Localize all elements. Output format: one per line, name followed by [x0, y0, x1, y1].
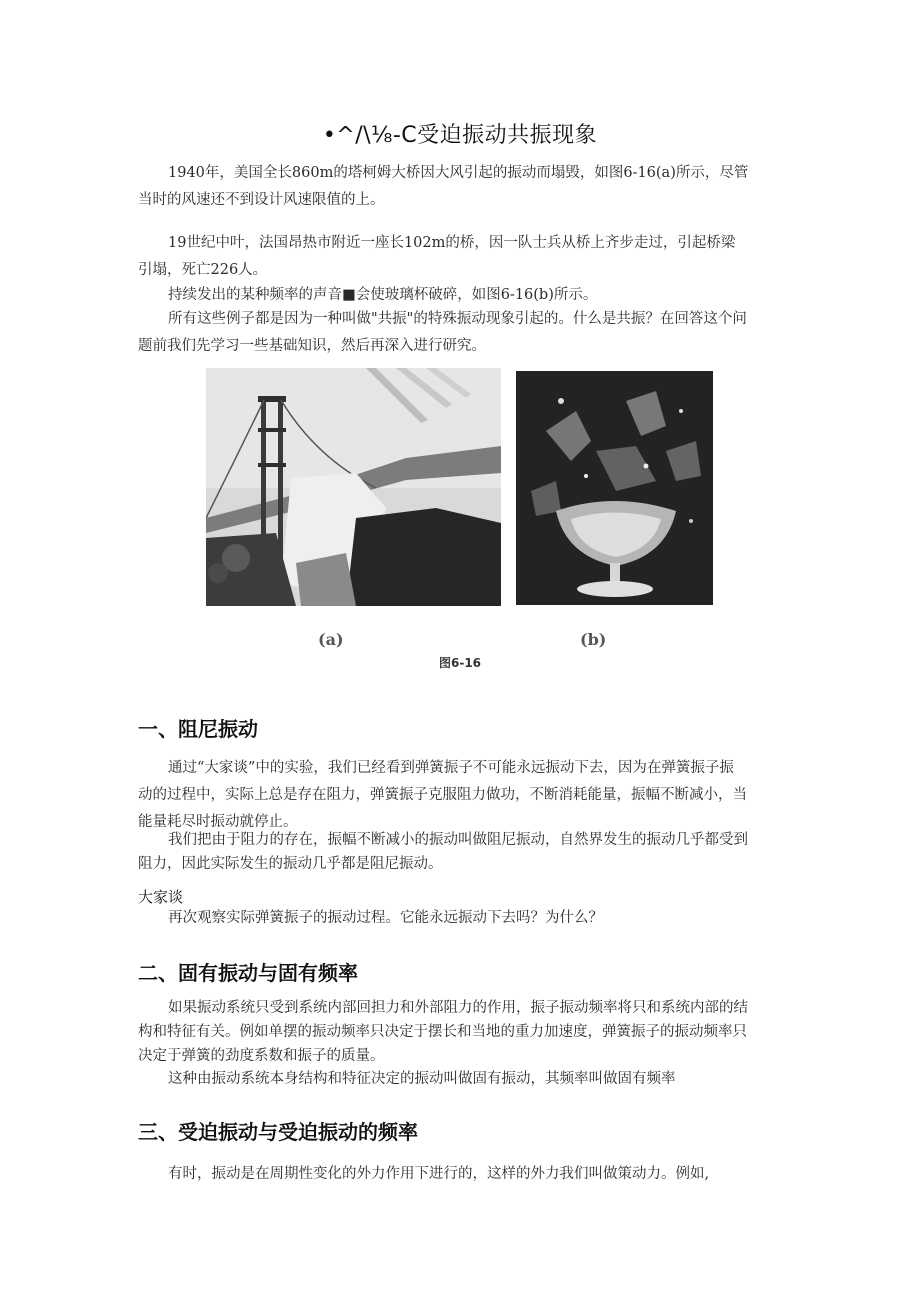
text-line: 构和特征有关。例如单摆的振动频率只决定于摆长和当地的重力加速度，弹簧振子的振动频率只 — [138, 1024, 747, 1040]
discussion-heading: 大家谈 — [138, 888, 184, 906]
text-line: 所有这些例子都是因为一种叫做"共振"的特殊振动现象引起的。什么是共振？在回答这个问 — [168, 311, 747, 327]
text-line: 有时，振动是在周期性变化的外力作用下进行的，这样的外力我们叫做策动力。例如, — [168, 1166, 710, 1182]
section-1-paragraph-1 — [138, 755, 786, 836]
intro-paragraph-4 — [138, 306, 786, 360]
figure-caption: 图6-16 — [438, 656, 482, 670]
text-line: 如果振动系统只受到系统内部回担力和外部阻力的作用，振子振动频率将只和系统内部的结 — [168, 1000, 748, 1016]
section-3-heading: 三、受迫振动与受迫振动的频率 — [138, 1120, 418, 1144]
text-line: 题前我们先学习一些基础知识，然后再深入进行研究。 — [138, 338, 486, 354]
text-line: 持续发出的某种频率的声音■会使玻璃杯破碎，如图6-16(b)所示。 — [168, 287, 598, 303]
text-line: 阻力，因此实际发生的振动几乎都是阻尼振动。 — [138, 856, 443, 872]
text-line: 通过“大家谈”中的实验，我们已经看到弹簧振子不可能永远振动下去，因为在弹簧振子振 — [168, 760, 734, 776]
text-line: 引塌，死亡226人。 — [138, 262, 268, 278]
shattered-glass-photo — [516, 371, 713, 605]
section-3-paragraph-1 — [138, 1161, 786, 1188]
section-2-heading: 二、固有振动与固有频率 — [138, 961, 358, 985]
text-line: 能量耗尽时振动就停止。 — [138, 814, 298, 830]
figure-label-a: (a) — [318, 630, 344, 649]
text-line: 动的过程中，实际上总是存在阻力，弹簧振子克服阻力做功，不断消耗能量，振幅不断减小，当 — [138, 787, 747, 803]
discussion-text — [138, 905, 786, 932]
intro-paragraph-1 — [138, 160, 786, 214]
text-line: 决定于弹簧的劲度系数和振子的质量。 — [138, 1048, 385, 1064]
text-line: 当时的风速还不到设计风速限值的上。 — [138, 192, 385, 208]
page-title: •^/\⅛-C受迫振动共振现象 — [322, 123, 598, 148]
text-line: 再次观察实际弹簧振子的振动过程。它能永远振动下去吗？为什么？ — [168, 910, 603, 926]
text-line: 我们把由于阻力的存在，振幅不断减小的振动叫做阻尼振动，自然界发生的振动几乎都受到 — [168, 832, 748, 848]
section-1-paragraph-2 — [138, 828, 786, 876]
figure-label-b: (b) — [580, 630, 607, 649]
section-2-paragraph-1 — [138, 996, 786, 1068]
section-2-paragraph-2 — [138, 1066, 786, 1093]
intro-paragraph-2 — [138, 230, 786, 284]
text-line: 1940年，美国全长860m的塔柯姆大桥因大风引起的振动而塌毁，如图6-16(a)所示，尽管 — [168, 165, 749, 181]
section-1-heading: 一、阻尼振动 — [138, 717, 258, 741]
text-line: 这种由振动系统本身结构和特征决定的振动叫做固有振动，其频率叫做固有频率 — [168, 1071, 676, 1087]
intro-paragraph-3 — [138, 282, 786, 309]
text-line: 19世纪中叶，法国昂热市附近一座长102m的桥，因一队士兵从桥上齐步走过，引起桥梁 — [168, 235, 736, 251]
bridge-collapse-photo — [206, 368, 501, 606]
